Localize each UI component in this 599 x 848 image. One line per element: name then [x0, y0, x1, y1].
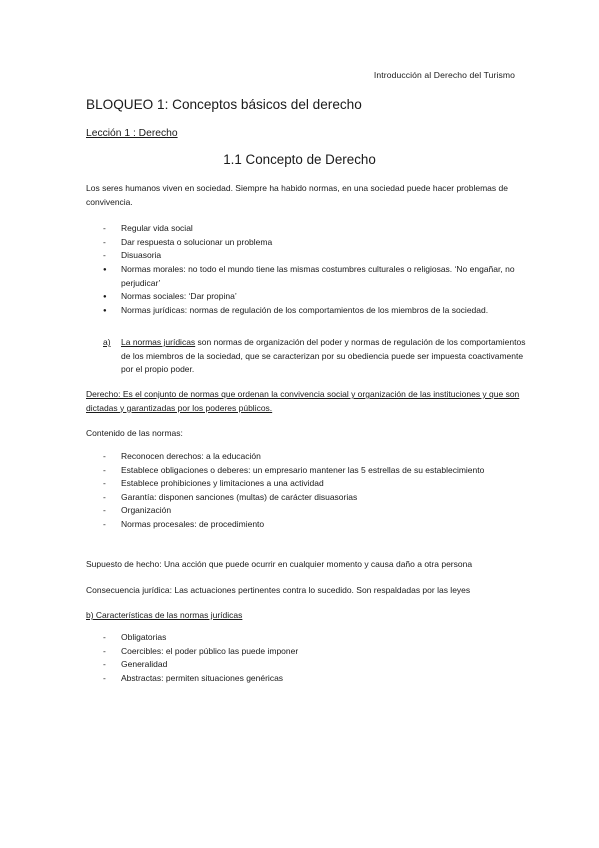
list-item: - Generalidad [86, 658, 526, 672]
lesson-title: Lección 1 : Derecho [86, 128, 178, 139]
item-a-text: son normas de organización del poder y normas de regulación de los comportamientos de los miembros de la sociedad, que se caracterizan por su obediencia puede ser impuesta coactivamente por el propio poder. [121, 337, 526, 375]
list-item: - Regular vida social [86, 222, 526, 236]
content-list [86, 450, 526, 532]
dash-bullet [103, 477, 117, 491]
dash-bullet [103, 631, 117, 645]
list-item: - Dar respuesta o solucionar un problema [86, 236, 526, 250]
dash-bullet [103, 450, 117, 464]
dash-bullet [103, 464, 117, 478]
characteristics-list [86, 631, 526, 685]
dash-bullet [103, 518, 117, 532]
dash-bullet [103, 658, 117, 672]
dash-bullet [103, 504, 117, 518]
item-a [86, 336, 526, 377]
list-item: ● Normas jurídicas: normas de regulación de los comportamientos de los miembros de la sociedad. [86, 304, 526, 318]
list-item [86, 336, 526, 377]
dash-bullet [103, 491, 117, 505]
supuesto-paragraph: Supuesto de hecho: Una acción que puede ocurrir en cualquier momento y causa daño a otra persona [86, 559, 473, 569]
dash-bullet [103, 645, 117, 659]
list-item: - Reconocen derechos: a la educación [86, 450, 526, 464]
list-item: - Coercibles: el poder público las puede imponer [86, 645, 526, 659]
norm-types-list [86, 263, 526, 317]
dot-bullet [103, 263, 117, 279]
item-a-lead: La normas jurídicas [121, 337, 196, 347]
list-item: ● Normas morales: no todo el mundo tiene las mismas costumbres culturales o religiosas. ‘No engañar, no perjudicar’ [86, 263, 526, 290]
dash-bullet [103, 222, 117, 236]
list-item: - Disuasoria [86, 249, 526, 263]
list-item: ● Normas sociales: ‘Dar propina’ [86, 290, 526, 304]
list-item: - Establece prohibiciones y limitaciones a una actividad [86, 477, 526, 491]
dash-bullet [103, 236, 117, 250]
dash-bullet [103, 249, 117, 263]
section-title: 1.1 Concepto de Derecho [223, 152, 376, 167]
block-title: BLOQUEO 1: Conceptos básicos del derecho [86, 97, 362, 112]
content-heading: Contenido de las normas: [86, 428, 183, 438]
list-item: - Abstractas: permiten situaciones genéricas [86, 672, 526, 686]
list-item: - Establece obligaciones o deberes: un empresario mantener las 5 estrellas de su establecimiento [86, 464, 526, 478]
item-a-marker: a) [103, 337, 111, 347]
list-item: - Normas procesales: de procedimiento [86, 518, 526, 532]
consecuencia-paragraph: Consecuencia jurídica: Las actuaciones pertinentes contra lo sucedido. Son respaldadas por las leyes [86, 585, 471, 595]
functions-list [86, 222, 526, 263]
list-item: - Garantía: disponen sanciones (multas) de carácter disuasorias [86, 491, 526, 505]
definition-paragraph: Derecho: Es el conjunto de normas que ordenan la convivencia social y organización de las instituciones y que son dictadas y garantizadas por los poderes públicos. [86, 389, 520, 413]
list-item: - Obligatorias [86, 631, 526, 645]
dot-bullet [103, 304, 117, 320]
characteristics-heading: b) Características de las normas jurídicas [86, 610, 243, 620]
list-item: - Organización [86, 504, 526, 518]
running-header: Introducción al Derecho del Turismo [373, 70, 515, 80]
dash-bullet [103, 672, 117, 686]
intro-paragraph: Los seres humanos viven en sociedad. Siempre ha habido normas, en una sociedad puede hacer problemas de convivencia. [86, 183, 508, 207]
